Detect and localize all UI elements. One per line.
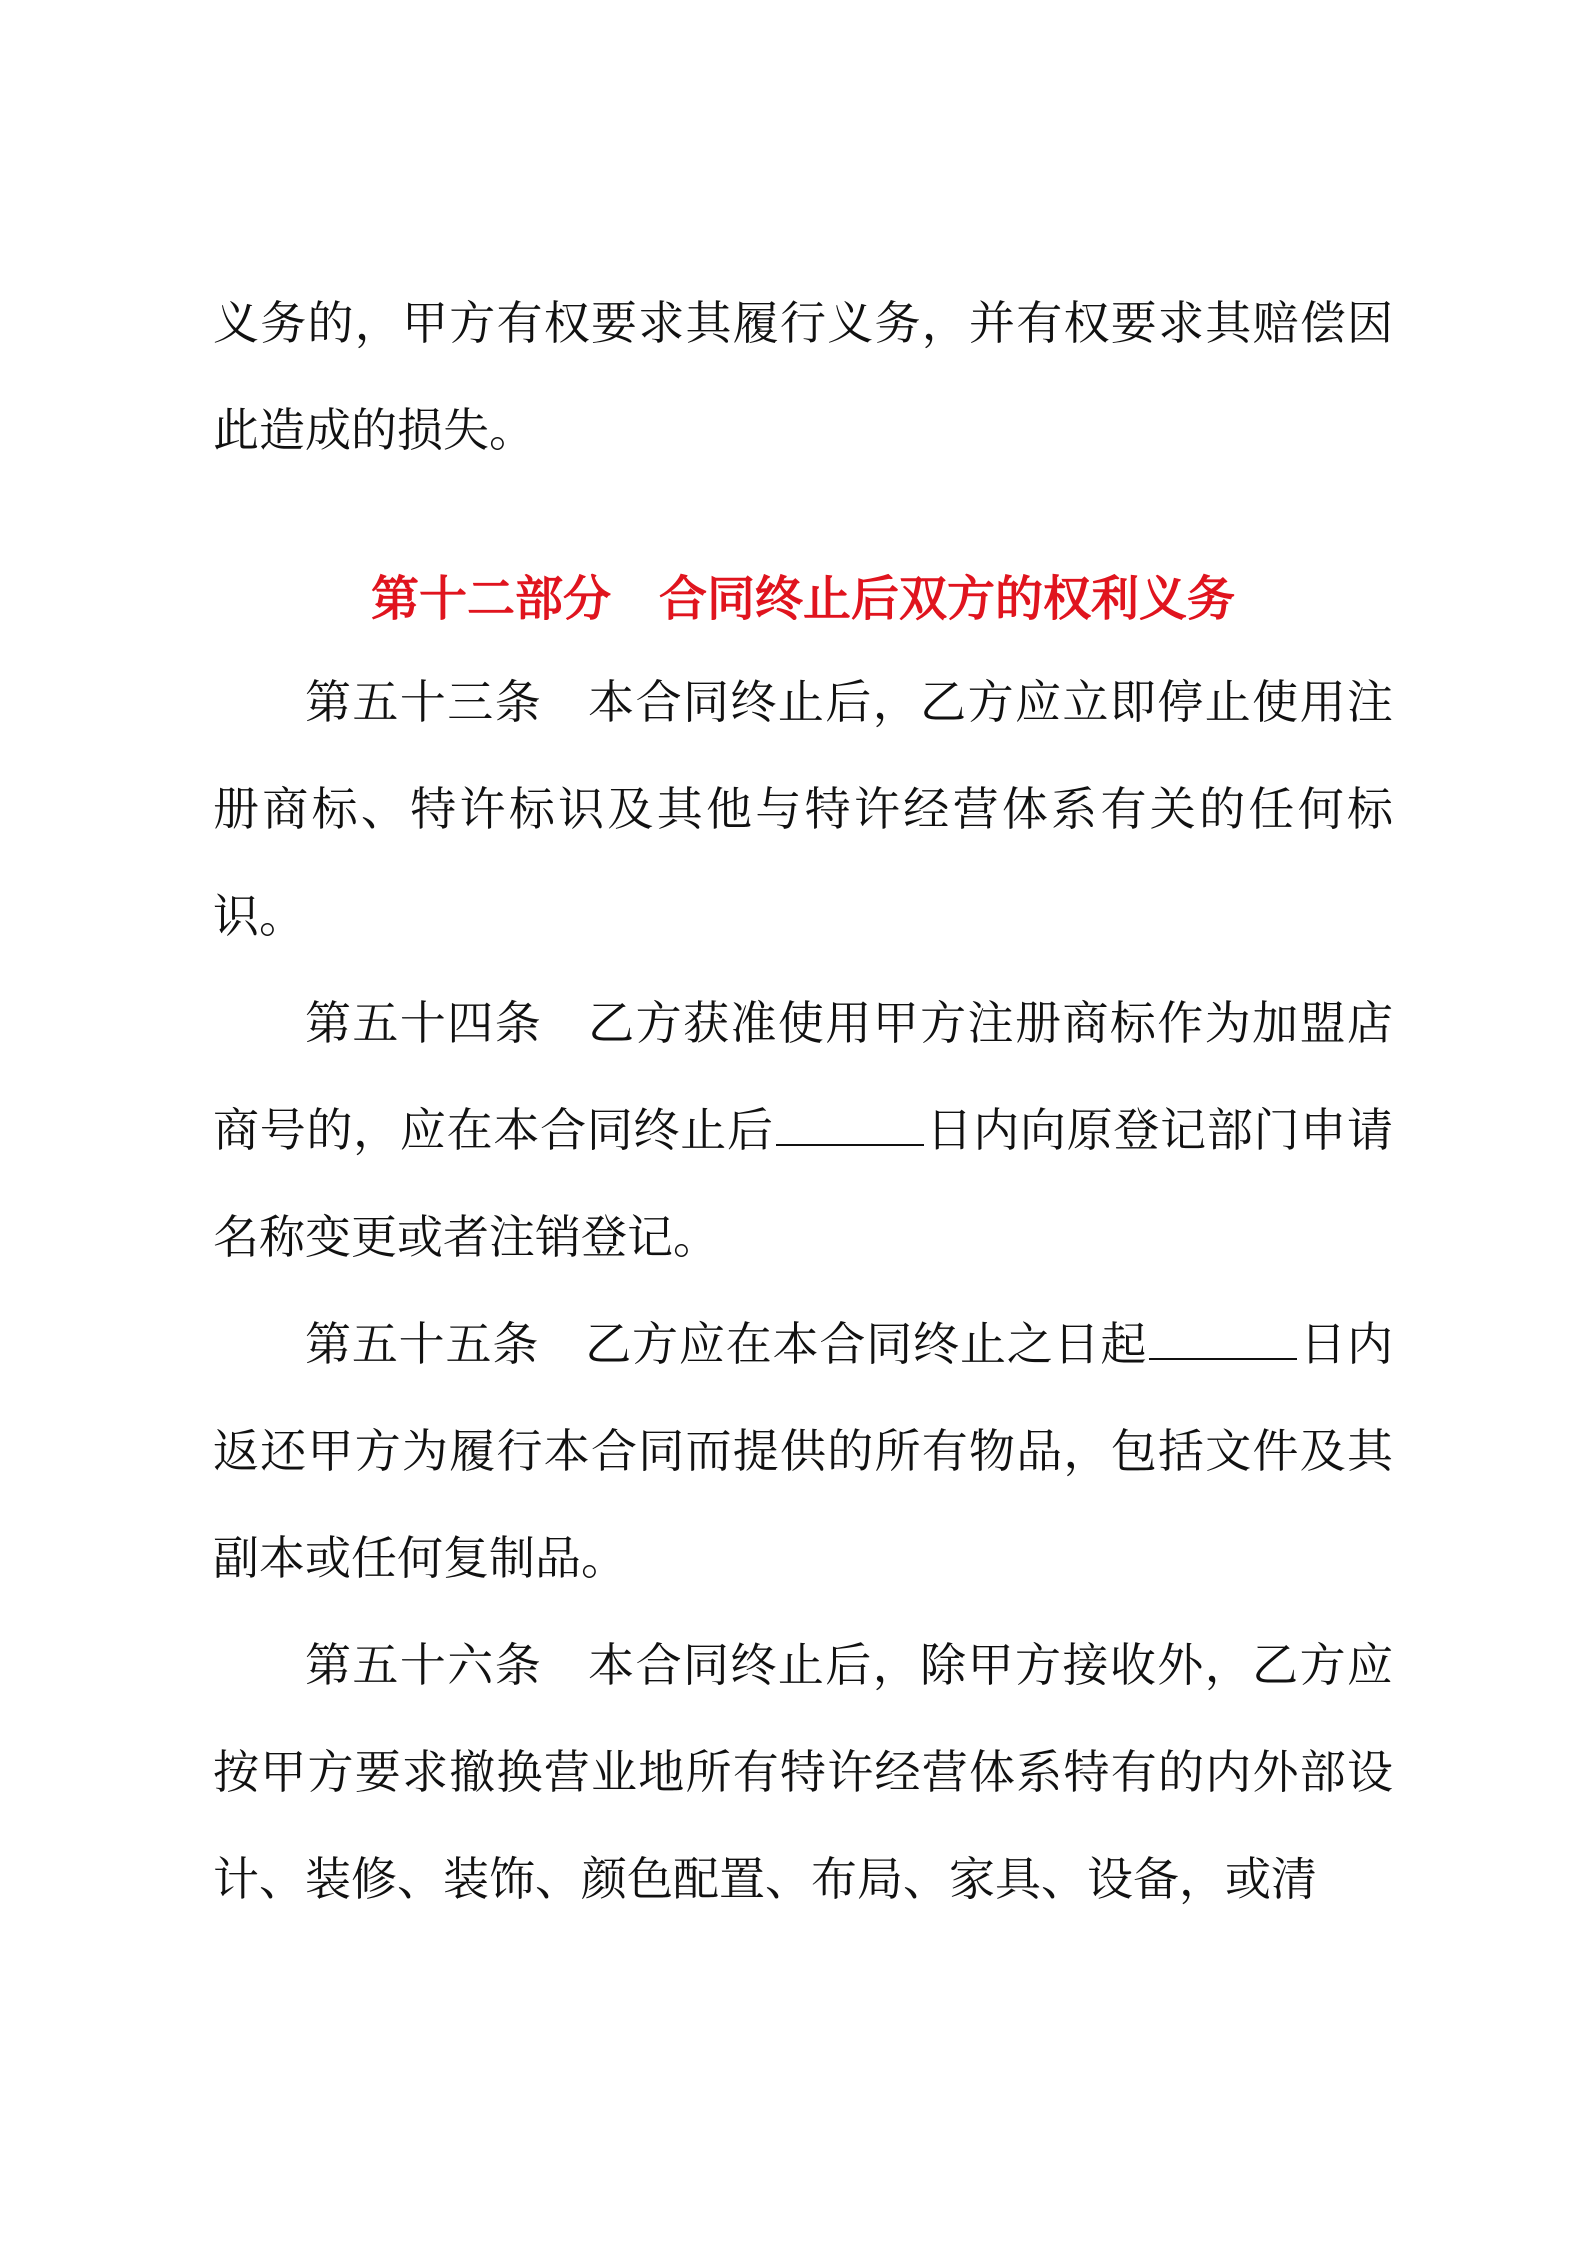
article-55 [213, 1291, 1393, 1612]
article-number: 第五十六条 [305, 1638, 543, 1692]
continuation-paragraph: 义务的，甲方有权要求其履行义务，并有权要求其赔偿因此造成的损失。 [213, 296, 1393, 457]
article-text-before-blank: 乙方获准使用甲方注册商标作为加盟店商号的，应在本合同终止后 [213, 996, 1394, 1157]
article-text-before-blank: 乙方应在本合同终止之日起 [585, 1317, 1148, 1371]
article-56 [213, 1612, 1393, 1933]
article-number: 第五十四条 [305, 996, 543, 1050]
article-54 [213, 970, 1393, 1291]
article-text: 本合同终止后，乙方应立即停止使用注册商标、特许标识及其他与特许经营体系有关的任何标识。 [213, 675, 1394, 943]
article-number: 第五十五条 [305, 1317, 540, 1371]
article-53 [213, 649, 1393, 970]
article-text: 本合同终止后，除甲方接收外，乙方应按甲方要求撤换营业地所有特许经营体系特有的内外部设计、装修、装饰、颜色配置、布局、家具、设备，或清 [213, 1638, 1394, 1906]
fill-in-blank [776, 1106, 924, 1146]
article-number: 第五十三条 [305, 675, 543, 729]
article-text-after-blank: 日内返还甲方为履行本合同而提供的所有物品，包括文件及其副本或任何复制品。 [213, 1317, 1394, 1585]
fill-in-blank [1149, 1320, 1297, 1360]
article-text-after-blank: 日内向原登记部门申请名称变更或者注销登记。 [213, 1103, 1394, 1264]
document-body [213, 270, 1393, 1933]
section-heading: 第十二部分 合同终止后双方的权利义务 [370, 571, 1235, 627]
